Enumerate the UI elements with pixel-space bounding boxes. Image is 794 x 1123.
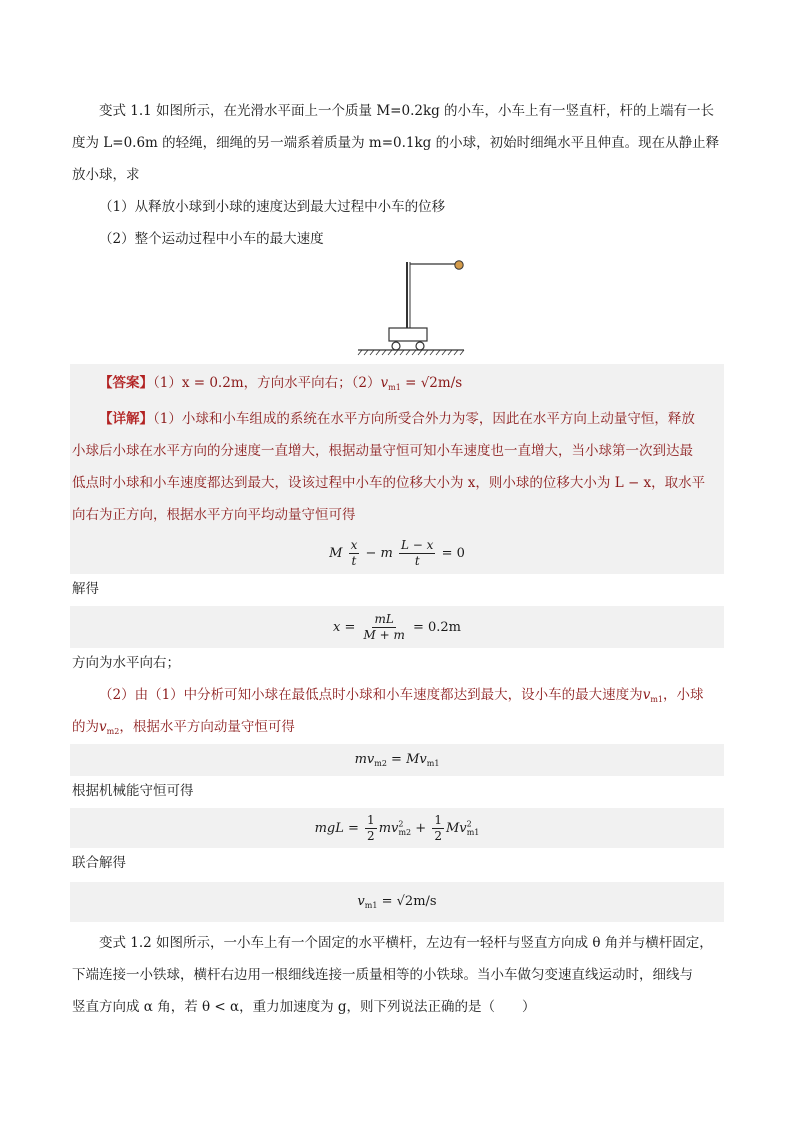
eq3-lhs: mv: [354, 752, 375, 767]
question-1-1-line-1: 变式 1.1 如图所示，在光滑水平面上一个质量 M=0.2kg 的小车，小车上有一竖直杆，杆的上端有一长: [99, 103, 715, 119]
eq5-v: v: [357, 894, 365, 909]
eq2-den: M + m: [363, 627, 405, 642]
eq3-rhs: = Mv: [386, 752, 427, 767]
part-2-text-2-end: ，根据水平方向动量守恒可得: [119, 719, 295, 735]
answer-v: v: [380, 375, 389, 391]
energy-label: 根据机械能守恒可得: [72, 783, 194, 799]
part-2-v: v: [642, 687, 651, 703]
equation-2: [70, 606, 724, 648]
eq4-lhs: mgL =: [314, 820, 359, 836]
equation-3: [70, 744, 724, 776]
eq1-t: t: [351, 553, 357, 568]
eq4-half-num: 1: [367, 812, 375, 827]
ball-icon: [455, 261, 463, 269]
answer-eq: =: [405, 375, 417, 391]
eq4-term-2: Mv: [445, 820, 467, 836]
part-2-line-2: [72, 712, 724, 747]
detail-text-1: （1）小球和小车组成的系统在水平方向所受合外力为零，因此在水平方向上动量守恒，释放: [153, 411, 695, 427]
eq1-x: x: [350, 537, 358, 552]
eq3-rhs-sub: m1: [426, 759, 440, 768]
combine-label: 联合解得: [72, 855, 126, 871]
question-1-1-part-1: （1）从释放小球到小球的速度达到最大过程中小车的位移: [99, 199, 446, 215]
part-2-text-2: 的为: [72, 719, 99, 735]
eq1-t2: t: [414, 553, 420, 568]
eq4-term-2-sq: 2: [466, 819, 472, 829]
question-1-2-line-1: 变式 1.2 如图所示，一小车上有一个固定的水平横杆，左边有一轻杆与竖直方向成 θ 角并与横杆固定，: [99, 935, 713, 951]
detail-tag: 【详解】: [99, 411, 153, 427]
cart-body-icon: [389, 328, 427, 341]
part-2-v-sub: m1: [650, 695, 664, 704]
answer-line: [72, 368, 724, 403]
direction-line: 方向为水平向右；: [72, 655, 180, 671]
eq1-m: m: [380, 545, 393, 561]
eq4-half-den: 2: [367, 828, 375, 843]
eq4-plus: +: [415, 820, 427, 836]
equation-1: [70, 532, 724, 574]
eq1-M: M: [329, 545, 343, 561]
answer-v-sub: m1: [388, 383, 401, 392]
eq4-term-1: mv: [378, 820, 399, 836]
eq4-term-2-sub: m1: [466, 827, 480, 837]
answer-text: （1）x = 0.2m，方向水平向右；（2）: [153, 375, 381, 391]
question-1-1-line-2: 度为 L=0.6m 的轻绳，细绳的另一端系着质量为 m=0.1kg 的小球，初始时细绳水平且伸直。现在从静止释: [72, 135, 720, 151]
equation-4: [70, 808, 724, 848]
eq2-rhs: = 0.2m: [412, 619, 462, 635]
question-1-2-line-2: 下端连接一小铁球，横杆右边用一根细线连接一质量相等的小铁球。当小车做匀变速直线运动时，细线与: [72, 967, 693, 983]
solve-label-1: 解得: [72, 581, 99, 597]
eq4-half-den-2: 2: [434, 828, 442, 843]
eq1-minus: −: [365, 545, 377, 561]
cart-pendulum-figure: [352, 256, 472, 356]
part-2-v2-sub: m2: [106, 727, 120, 736]
eq4-half-num-2: 1: [434, 812, 442, 827]
answer-tag: 【答案】: [99, 375, 153, 391]
eq4-term-1-sq: 2: [398, 819, 404, 829]
answer-unit: m/s: [437, 375, 463, 391]
eq3-lhs-sub: m2: [374, 759, 387, 768]
detail-line-4: 向右为正方向，根据水平方向平均动量守恒可得: [72, 507, 356, 523]
eq2-x: x =: [332, 619, 356, 635]
question-1-1-line-3: 放小球，求: [72, 167, 140, 183]
part-2-line-1: [72, 680, 724, 715]
equation-5: [70, 882, 724, 922]
part-2-v2: v: [99, 719, 107, 735]
question-1-1-part-2: （2）整个运动过程中小车的最大速度: [99, 231, 324, 247]
part-2-text-1: （2）由（1）中分析可知小球在最低点时小球和小车速度都达到最大，设小车的最大速度为: [99, 687, 643, 703]
eq1-rhs: = 0: [441, 545, 465, 561]
detail-line-2: 小球后小球在水平方向的分速度一直增大，根据动量守恒可知小车速度也一直增大，当小球第一次到达最: [72, 443, 693, 459]
eq5-rhs: = √2m/s: [381, 894, 437, 909]
part-2-text-1-end: ，小球: [663, 687, 704, 703]
eq2-num: mL: [374, 611, 394, 626]
question-1-2-line-3: 竖直方向成 α 角，若 θ < α，重力加速度为 g，则下列说法正确的是（ ）: [72, 999, 536, 1015]
eq1-L-minus-x: L − x: [401, 537, 434, 552]
eq5-v-sub: m1: [364, 901, 378, 910]
detail-line-3: 低点时小球和小车速度都达到最大，设该过程中小车的位移大小为 x，则小球的位移大小为 L − x，取水平: [72, 475, 706, 491]
answer-sqrt: √2: [420, 375, 438, 391]
eq4-term-1-sub: m2: [398, 827, 412, 837]
detail-line-1: [72, 404, 724, 435]
